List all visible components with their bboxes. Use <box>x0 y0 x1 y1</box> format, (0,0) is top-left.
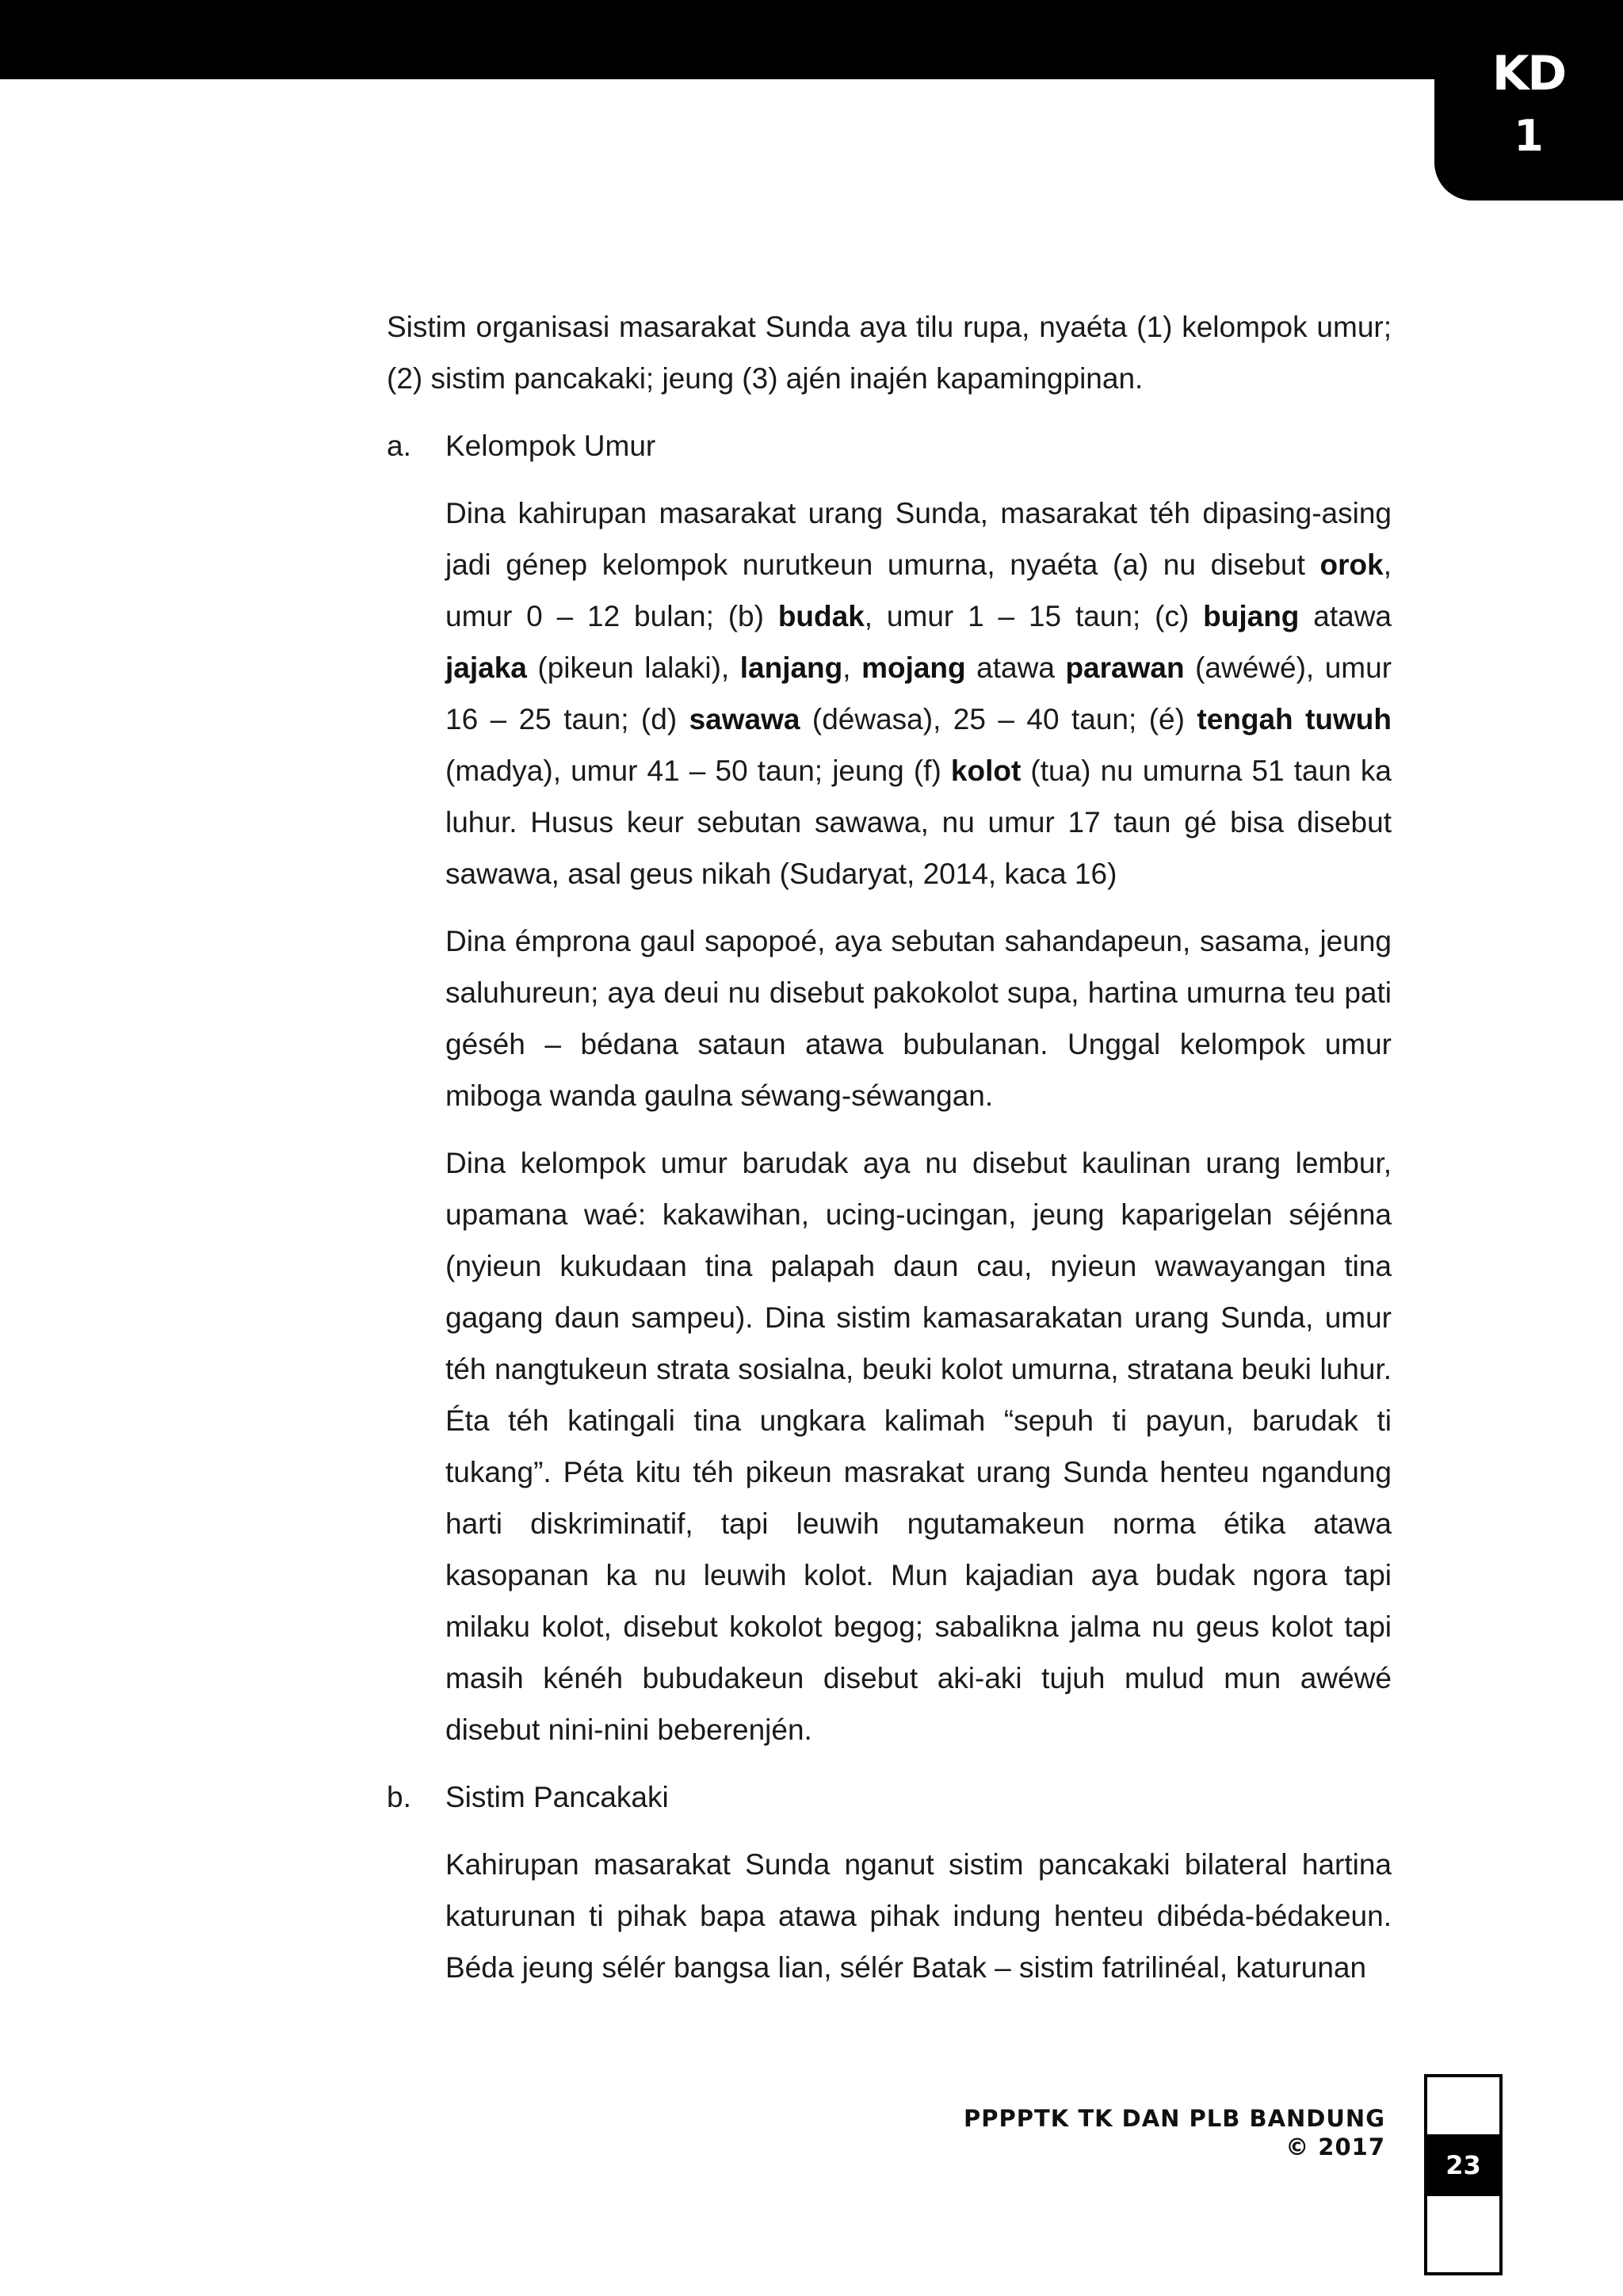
term-sawawa: sawawa <box>689 703 800 735</box>
term-parawan: parawan <box>1065 651 1185 684</box>
footer-org-name: PPPPTK TK DAN PLB BANDUNG <box>963 2105 1385 2132</box>
text-run: Dina kahirupan masarakat urang Sunda, masarakat téh dipasing-asing jadi génep kelompok nurutkeun umurna, nyaéta (a) nu disebut <box>445 497 1392 581</box>
text-run: , umur 0 – 12 bulan; (b) <box>445 548 1392 632</box>
term-mojang: mojang <box>861 651 966 684</box>
text-run: , <box>842 651 862 684</box>
kd-tab <box>1434 0 1623 201</box>
header-bar <box>0 0 1623 79</box>
term-budak: budak <box>777 600 865 632</box>
section-b-heading <box>387 1771 1392 1823</box>
page-number-box <box>1424 2074 1503 2275</box>
text-run: , umur 1 – 15 taun; (c) <box>864 600 1204 632</box>
section-a-paragraph-2: Dina émprona gaul sapopoé, aya sebutan sahandapeun, sasama, jeung saluhureun; aya deui nu disebut pakokolot supa, hartina umurna teu pati géséh – bédana sataun atawa bubulanan. Unggal kelompok umur miboga wanda gaulna séwang-séwangan. <box>445 925 1392 1112</box>
kd-tab-number: 1 <box>1514 111 1544 161</box>
text-run: atawa <box>965 651 1066 684</box>
term-orok: orok <box>1319 548 1384 581</box>
section-a-marker: a. <box>387 430 411 462</box>
section-b-paragraph-1: Kahirupan masarakat Sunda nganut sistim pancakaki bilateral hartina katurunan ti pihak bapa atawa pihak indung henteu dibéda-bédakeun. Béda jeung sélér bangsa lian, sélér Batak – sistim fatrilinéal, katurunan <box>445 1848 1392 1984</box>
term-bujang: bujang <box>1203 600 1300 632</box>
footer-publisher <box>964 2104 1385 2161</box>
text-run: (pikeun lalaki), <box>526 651 740 684</box>
text-run: (awéwé), umur 16 – 25 taun; (d) <box>445 651 1392 735</box>
section-a-paragraph-1 <box>445 487 1392 900</box>
text-run: atawa <box>1299 600 1392 632</box>
text-run: (déwasa), 25 – 40 taun; (é) <box>800 703 1197 735</box>
section-a-title: Kelompok Umur <box>445 430 656 462</box>
term-jajaka: jajaka <box>445 651 527 684</box>
text-run: (tua) nu umurna 51 taun ka luhur. Husus keur sebutan sawawa, nu umur 17 taun gé bisa disebut sawawa, asal geus nikah (Sudaryat, 2014, kaca 16) <box>445 755 1392 890</box>
text-run: (madya), umur 41 – 50 taun; jeung (f) <box>445 755 951 787</box>
footer-copyright: © 2017 <box>1285 2134 1385 2160</box>
section-a-heading <box>387 420 1392 472</box>
term-kolot: kolot <box>950 755 1022 787</box>
intro-paragraph: Sistim organisasi masarakat Sunda aya tilu rupa, nyaéta (1) kelompok umur; (2) sistim pancakaki; jeung (3) ajén inajén kapamingpinan. <box>387 311 1392 395</box>
term-tengah-tuwuh: tengah tuwuh <box>1197 703 1392 735</box>
section-a-paragraph-3: Dina kelompok umur barudak aya nu disebut kaulinan urang lembur, upamana waé: kakawihan, ucing-ucingan, jeung kaparigelan séjénna (nyieun kukudaan tina palapah daun cau, nyieun wawayangan tina gagang daun sampeu). Dina sistim kamasarakatan urang Sunda, umur téh nangtukeun strata sosialna, beuki kolot umurna, stratana beuki luhur. Éta téh katingali tina ungkara kalimah “sepuh ti payun, barudak ti tukang”. Péta kitu téh pikeun masrakat urang Sunda henteu ngandung harti diskriminatif, tapi leuwih ngutamakeun norma étika atawa kasopanan ka nu leuwih kolot. Mun kajadian aya budak ngora tapi milaku kolot, disebut kokolot begog; sabalikna jalma nu geus kolot tapi masih kénéh bubudakeun disebut aki-aki tujuh mulud mun awéwé disebut nini-nini beberenjén. <box>445 1147 1392 1746</box>
term-lanjang: lanjang <box>739 651 843 684</box>
page-content <box>387 301 1392 2009</box>
section-b-marker: b. <box>387 1781 411 1813</box>
kd-tab-label: KD <box>1491 46 1566 101</box>
page-number: 23 <box>1424 2134 1503 2196</box>
section-b-title: Sistim Pancakaki <box>445 1781 669 1813</box>
